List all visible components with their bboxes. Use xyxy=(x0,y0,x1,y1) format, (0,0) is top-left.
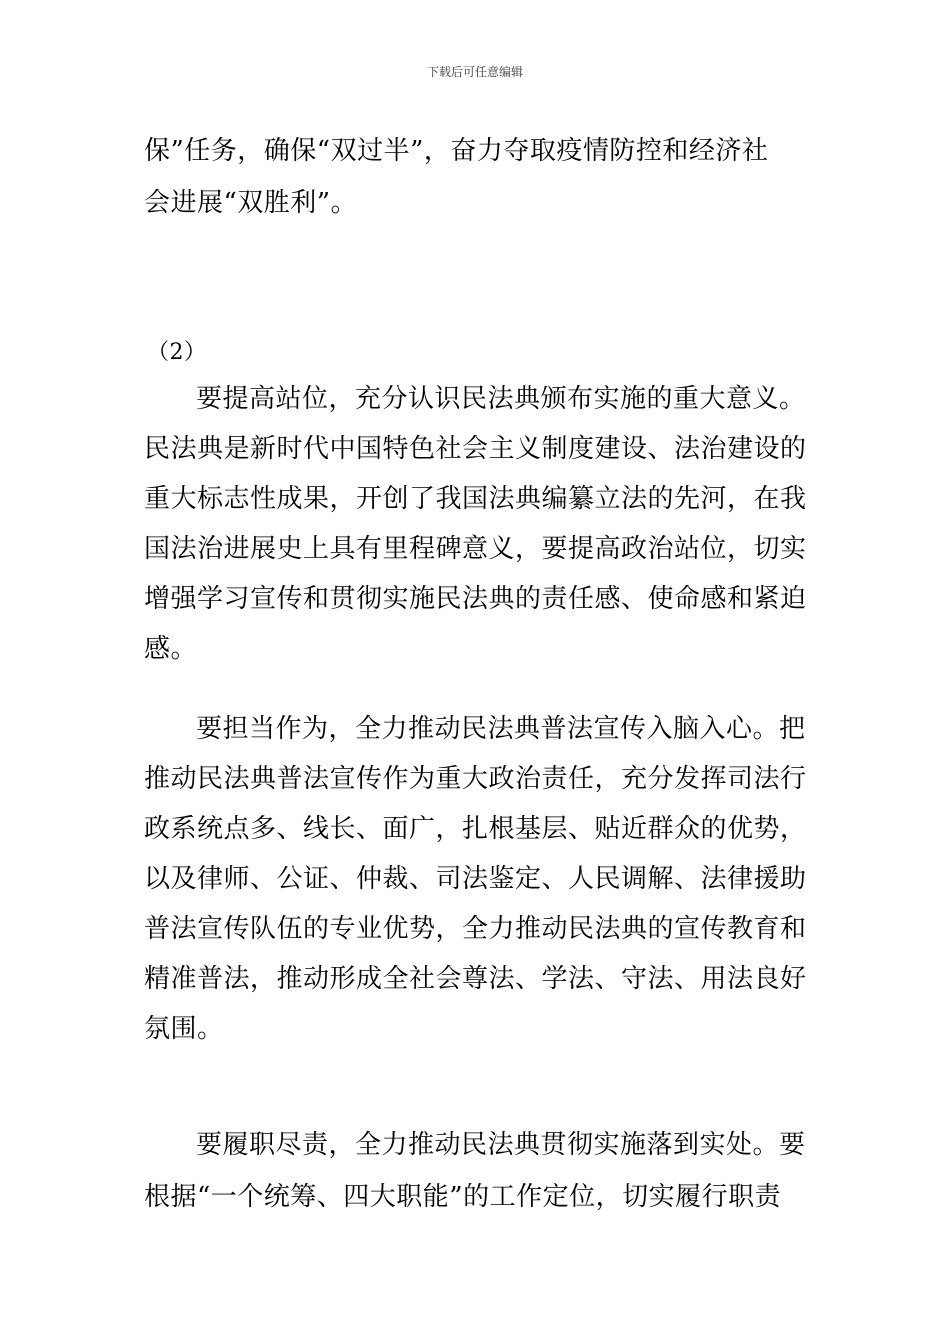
text-line: 感。 xyxy=(144,634,198,664)
text-line: 精准普法，推动形成全社会尊法、学法、守法、用法良好 xyxy=(144,964,807,994)
text-line: 推动民法典普法宣传作为重大政治责任，充分发挥司法行 xyxy=(144,764,807,794)
text-line: 根据“一个统筹、四大职能”的工作定位，切实履行职责 xyxy=(144,1182,782,1212)
text-line: 普法宣传队伍的专业优势，全力推动民法典的宣传教育和 xyxy=(144,914,807,944)
page-header: 下载后可任意编辑 xyxy=(426,65,523,79)
text-line: 会进展“双胜利”。 xyxy=(144,188,358,218)
text-line: 国法治进展史上具有里程碑意义，要提高政治站位，切实 xyxy=(144,534,807,564)
paragraph-first-line: 要履职尽责，全力推动民法典贯彻实施落到实处。要 xyxy=(196,1130,806,1160)
paragraph-first-line: 要提高站位，充分认识民法典颁布实施的重大意义。 xyxy=(196,384,806,414)
paragraph-first-line: 要担当作为，全力推动民法典普法宣传入脑入心。把 xyxy=(196,714,806,744)
section-number: （2） xyxy=(147,340,207,365)
text-line: 保”任务，确保“双过半”，奋力夺取疫情防控和经济社 xyxy=(144,136,769,166)
text-line: 以及律师、公证、仲裁、司法鉴定、人民调解、法律援助 xyxy=(144,864,807,894)
text-line: 增强学习宣传和贯彻实施民法典的责任感、使命感和紧迫 xyxy=(144,584,807,614)
text-line: 政系统点多、线长、面广，扎根基层、贴近群众的优势， xyxy=(144,814,807,844)
text-line: 氛围。 xyxy=(144,1014,224,1044)
text-line: 重大标志性成果，开创了我国法典编纂立法的先河，在我 xyxy=(144,484,807,514)
text-line: 民法典是新时代中国特色社会主义制度建设、法治建设的 xyxy=(144,434,807,464)
